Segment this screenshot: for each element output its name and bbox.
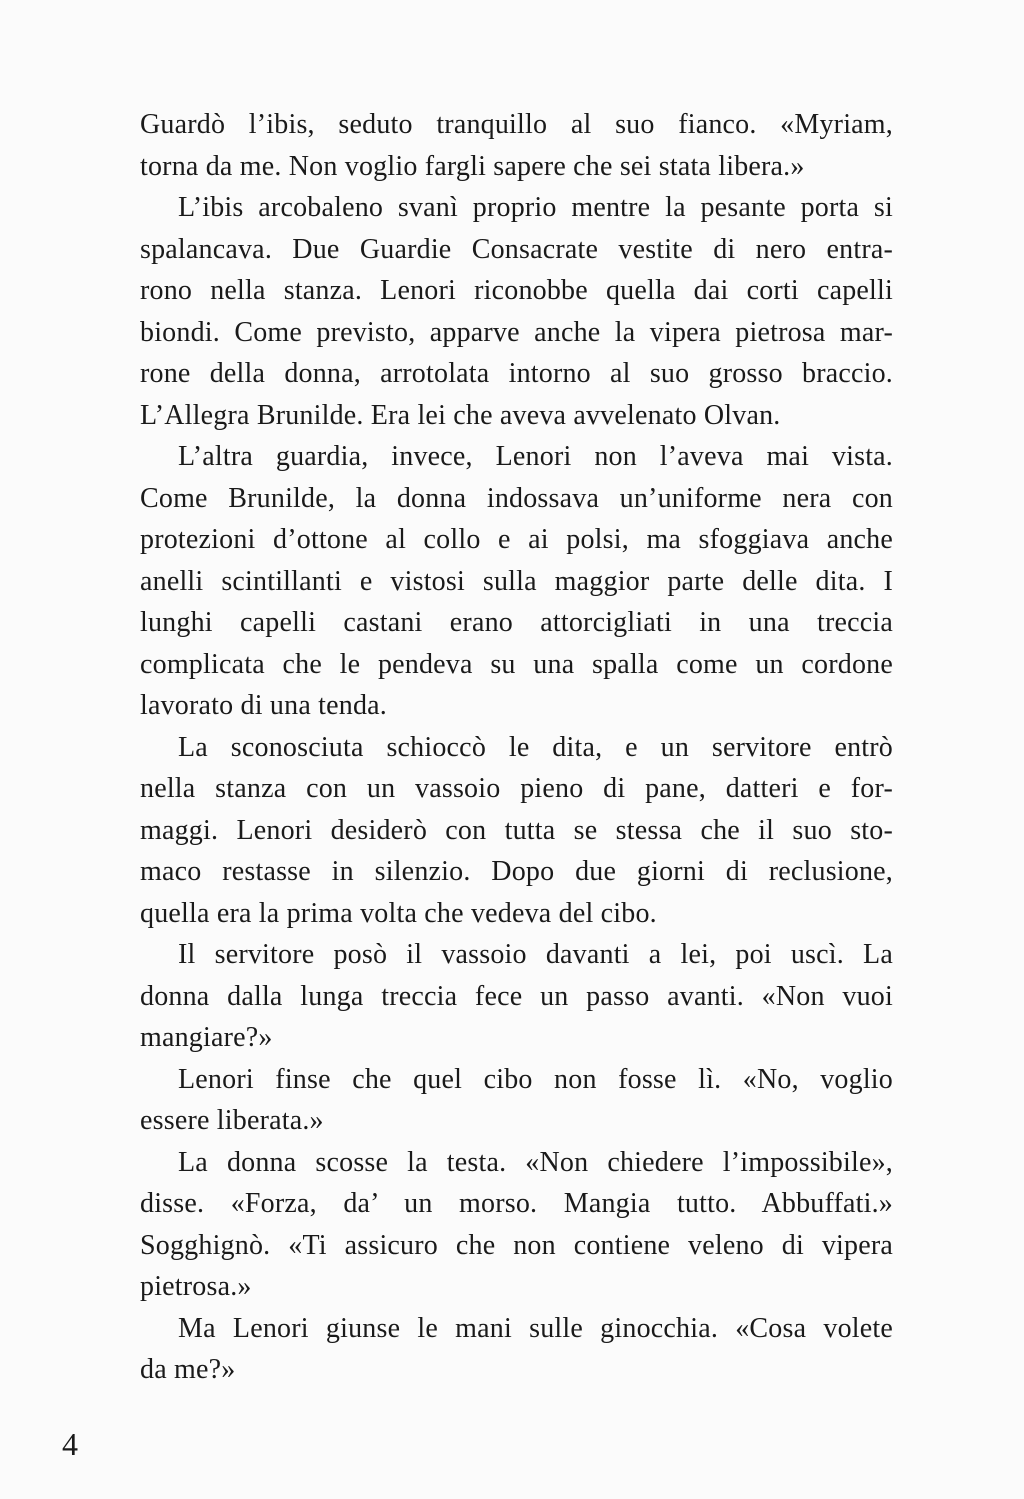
text-line: lunghi capelli castani erano attorcigliati in una treccia (140, 607, 893, 638)
text-line: rono nella stanza. Lenori riconobbe quella dai corti capelli (140, 275, 893, 306)
text-line: disse. «Forza, da’ un morso. Mangia tutto. Abbuffati.» (140, 1188, 893, 1219)
text-line: nella stanza con un vassoio pieno di pane, datteri e for- (140, 773, 893, 804)
text-line: Sogghignò. «Ti assicuro che non contiene veleno di vipera (140, 1229, 893, 1261)
paragraph (140, 187, 893, 436)
paragraph (140, 1059, 893, 1142)
text-line: maggi. Lenori desiderò con tutta se stessa che il suo sto- (140, 814, 893, 846)
text-line: L’altra guardia, invece, Lenori non l’aveva mai vista. (178, 441, 893, 472)
text-line: donna dalla lunga treccia fece un passo avanti. «Non vuoi (140, 980, 893, 1012)
text-line: Come Brunilde, la donna indossava un’uniforme nera con (140, 482, 893, 514)
text-line: maco restasse in silenzio. Dopo due giorni di reclusione, (140, 856, 893, 887)
text-line: complicata che le pendeva su una spalla come un cordone (140, 648, 893, 680)
paragraph (140, 727, 893, 935)
text-line: torna da me. Non voglio fargli sapere che sei stata libera.» (140, 150, 805, 182)
page-text (140, 104, 893, 1391)
paragraph (140, 934, 893, 1059)
text-line: Lenori finse che quel cibo non fosse lì. «No, voglio (178, 1063, 893, 1095)
paragraph (140, 1308, 893, 1391)
text-line: pietrosa.» (140, 1271, 252, 1302)
text-line: biondi. Come previsto, apparve anche la vipera pietrosa mar- (140, 316, 893, 348)
text-line: Il servitore posò il vassoio davanti a lei, poi uscì. La (178, 939, 893, 970)
text-line: da me?» (140, 1354, 236, 1385)
text-line: Ma Lenori giunse le mani sulle ginocchia. «Cosa volete (178, 1312, 893, 1344)
paragraph (140, 1142, 893, 1308)
text-line: lavorato di una tenda. (140, 690, 387, 721)
text-line: L’Allegra Brunilde. Era lei che aveva avvelenato Olvan. (140, 399, 781, 431)
text-line: anelli scintillanti e vistosi sulla maggior parte delle dita. I (140, 565, 893, 597)
text-line: quella era la prima volta che vedeva del cibo. (140, 897, 657, 929)
text-line: La sconosciuta schioccò le dita, e un servitore entrò (178, 731, 893, 763)
text-line: spalancava. Due Guardie Consacrate vestite di nero entra- (140, 233, 893, 265)
text-line: La donna scosse la testa. «Non chiedere l’impossibile», (178, 1146, 893, 1178)
paragraph (140, 104, 893, 187)
text-line: essere liberata.» (140, 1105, 324, 1136)
text-line: Guardò l’ibis, seduto tranquillo al suo fianco. «Myriam, (140, 109, 893, 140)
text-line: mangiare?» (140, 1022, 273, 1053)
text-line: L’ibis arcobaleno svanì proprio mentre la pesante porta si (178, 192, 893, 223)
text-line: protezioni d’ottone al collo e ai polsi, ma sfoggiava anche (140, 524, 893, 555)
paragraph (140, 436, 893, 727)
text-line: rone della donna, arrotolata intorno al suo grosso braccio. (140, 358, 893, 389)
page-number: 4 (62, 1426, 78, 1462)
